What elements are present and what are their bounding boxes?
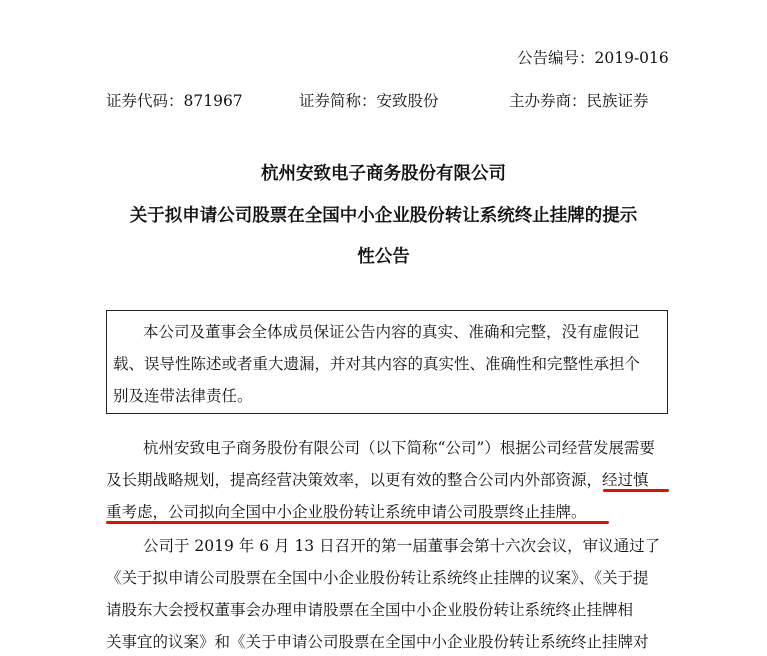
- notice-line-3: 别及连带法律责任。: [113, 387, 253, 405]
- paragraph-2-line-1: 公司于 2019 年 6 月 13 日召开的第一届董事会第十六次会议，审议通过了: [143, 537, 661, 555]
- paragraph-1-line-2-text: 及长期战略规划，提高经营决策效率，以更有效的整合公司内外部资源，: [106, 471, 603, 489]
- paragraph-2-line-3: 请股东大会授权董事会办理申请股票在全国中小企业股份转让系统终止挂牌相: [106, 601, 634, 619]
- company-title: 杭州安致电子商务股份有限公司: [261, 164, 506, 184]
- announcement-title-line1: 关于拟申请公司股票在全国中小企业股份转让系统终止挂牌的提示: [129, 206, 638, 226]
- highlighted-text: 经过慎: [602, 471, 649, 489]
- paragraph-1-line-3: 重考虑，公司拟向全国中小企业股份转让系统申请公司股票终止挂牌。: [106, 503, 587, 521]
- announcement-title-line2: 性公告: [357, 247, 410, 267]
- sponsor-broker: 主办券商：民族证券: [509, 92, 649, 110]
- paragraph-1-line-2: [106, 468, 649, 490]
- paragraph-2-line-4: 关事宜的议案》和《关于申请公司股票在全国中小企业股份转让系统终止挂牌对: [106, 633, 649, 651]
- stock-code: 证券代码：871967: [106, 92, 243, 110]
- notice-line-1: 本公司及董事会全体成员保证公告内容的真实、准确和完整，没有虚假记: [143, 323, 640, 341]
- paragraph-2-line-2: 《关于拟申请公司股票在全国中小企业股份转让系统终止挂牌的议案》、《关于提: [106, 569, 649, 587]
- red-underline-2: [106, 521, 609, 524]
- stock-abbreviation: 证券简称：安致股份: [299, 92, 439, 110]
- red-underline-1: [603, 489, 669, 492]
- paragraph-1-line-1: 杭州安致电子商务股份有限公司（以下简称“公司”）根据公司经营发展需要: [143, 439, 655, 457]
- notice-line-2: 载、误导性陈述或者重大遗漏，并对其内容的真实性、准确性和完整性承担个: [113, 355, 641, 373]
- announcement-number: 公告编号：2019-016: [517, 49, 669, 67]
